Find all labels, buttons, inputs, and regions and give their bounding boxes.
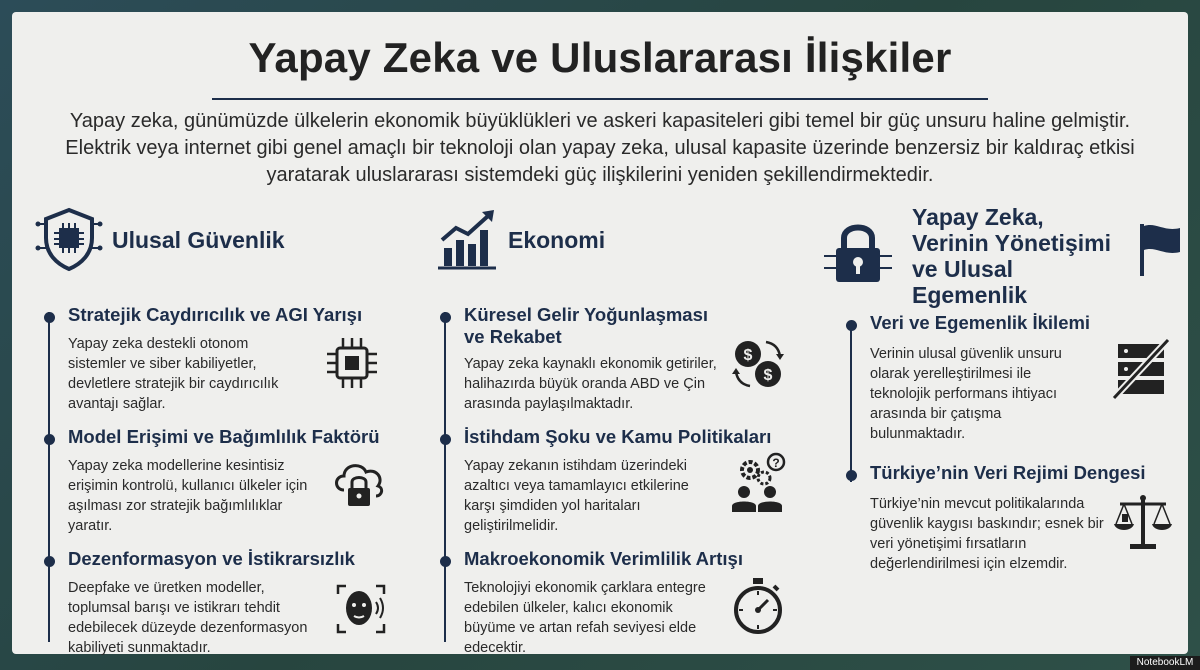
item-text: Yapay zeka modellerine kesintisiz erişimin kontrolü, kullanıcı ülkeler için aşılması zor stratejik bağımlılıklar yaratır.	[68, 458, 308, 534]
item-title: Stratejik Caydırıcılık ve AGI Yarışı	[68, 304, 363, 325]
item-text: Verinin ulusal güvenlik unsuru olarak yerelleştirilmesi ile teknolojik performans ihtiyacı arasında bir çatışma bulunmaktadır.	[870, 346, 1062, 442]
column-title: Ulusal Güvenlik	[112, 227, 285, 253]
column-header	[822, 204, 1184, 308]
padlock-icon	[822, 216, 900, 288]
bullet-dot	[44, 556, 55, 567]
column-title: Yapay Zeka, Verinin Yönetişimi ve Ulusal Egemenlik	[912, 204, 1111, 308]
intro-paragraph: Yapay zeka, günümüzde ülkelerin ekonomik büyüklükleri ve askeri kapasiteleri gibi temel bir güç unsuru haline gelmiştir. Elektrik veya internet gibi genel amaçlı bir teknoloji olan yapay zeka, ulusal kapasite üzerinde benzersiz bir kaldıraç etkisi yaratarak uluslararası sistemdeki güç ilişkilerini yeniden şekillendirmektedir.	[65, 110, 1135, 186]
server-blocked-icon	[1110, 336, 1172, 402]
currency-exchange-icon	[726, 332, 790, 396]
item-text: Deepfake ve üretken modeller, toplumsal barışı ve istikrarı tehdit edebilecek düzeyde dezenformasyon kabiliyeti sunmaktadır.	[68, 580, 308, 656]
deepfake-face-icon	[330, 578, 392, 640]
item-title: Model Erişimi ve Bağımlılık Faktörü	[68, 426, 380, 447]
notebooklm-badge: NotebookLM	[1130, 656, 1200, 670]
shield-chip-icon	[34, 204, 112, 276]
circuit-chip-icon	[323, 334, 381, 392]
flag-icon	[1136, 222, 1184, 278]
page-title: Yapay Zeka ve Uluslararası İlişkiler	[248, 34, 952, 81]
workforce-gears-icon	[726, 450, 790, 514]
item-title: İstihdam Şoku ve Kamu Politikaları	[464, 426, 772, 447]
column-title: Ekonomi	[508, 227, 606, 253]
item-title: Türkiye’nin Veri Rejimi Dengesi	[870, 462, 1146, 483]
item-text: Yapay zekanın istihdam üzerindeki azaltıcı veya tamamlayıcı etkilerine karşı şimdiden yol haritaları geliştirilmelidir.	[464, 458, 689, 534]
svg-text:$: $	[763, 367, 773, 384]
bullet-dot	[44, 434, 55, 445]
bullet-dot	[440, 434, 451, 445]
growth-chart-icon	[430, 204, 508, 276]
bullet-dot	[440, 556, 451, 567]
item-text: Yapay zeka destekli otonom sistemler ve siber kabiliyetler, devletlere stratejik bir caydırıcılık avantajı sağlar.	[68, 336, 279, 412]
timeline-line	[444, 312, 446, 642]
svg-text:?: ?	[772, 456, 780, 470]
item-title: Makroekonomik Verimlilik Artışı	[464, 548, 743, 569]
item-text: Türkiye’nin mevcut politikalarında güvenlik kaygısı baskındır; esnek bir veri yönetişimi fırsatların değerlendirilmesi için elzemdir.	[870, 496, 1104, 572]
item-title: Dezenformasyon ve İstikrarsızlık	[68, 548, 355, 569]
svg-text:$: $	[743, 347, 753, 364]
bullet-dot	[44, 312, 55, 323]
balance-scale-icon	[1112, 490, 1174, 552]
item-text: Yapay zeka kaynaklı ekonomik getiriler, halihazırda büyük oranda ABD ve Çin arasında paylaşılmaktadır.	[464, 356, 717, 412]
timeline-line	[48, 312, 50, 642]
timeline-line	[850, 322, 852, 482]
column-header	[430, 204, 605, 276]
item-text: Teknolojiyi ekonomik çarklara entegre edebilen ülkeler, kalıcı ekonomik büyüme ve artan refah seviyesi elde edecektir.	[464, 580, 706, 656]
infographic-panel	[12, 12, 1188, 654]
title-underline	[212, 98, 988, 100]
bullet-dot	[846, 320, 857, 331]
column-header	[34, 204, 285, 276]
cloud-lock-icon	[328, 452, 392, 516]
item-title: Küresel Gelir Yoğunlaşması ve Rekabet	[464, 304, 709, 347]
bullet-dot	[846, 470, 857, 481]
stopwatch-icon	[726, 574, 790, 638]
bullet-dot	[440, 312, 451, 323]
item-title: Veri ve Egemenlik İkilemi	[870, 312, 1091, 333]
